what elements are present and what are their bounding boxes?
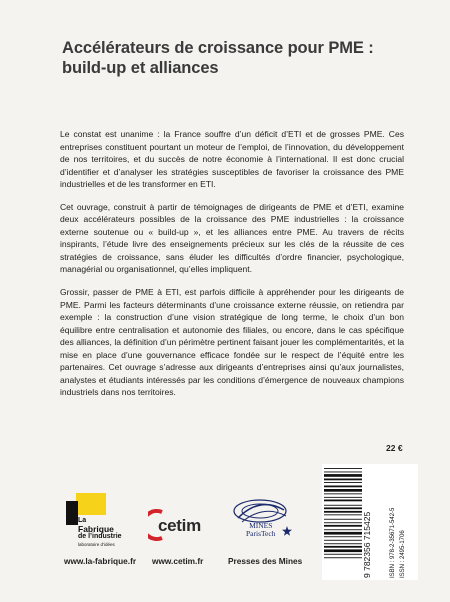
issn-label: ISSN : 2495-1706 (400, 530, 406, 578)
price-label: 22 € (386, 443, 403, 453)
cetim-logo (148, 508, 210, 542)
cetim-wordmark: cetim (158, 516, 201, 535)
mines-paristech-logo (228, 496, 298, 546)
isbn-label: ISBN : 978-2-35671-542-5 (390, 507, 396, 578)
fabrique-wordmark (78, 517, 138, 549)
fabrique-subname: de l’industrie (78, 533, 122, 540)
back-cover-text (60, 128, 404, 409)
paragraph-1: Le constat est unanime : la France souffre d’un déficit d’ETI et de grosses PME. Ces entreprises constituent pourtant un moteur de l’emploi, de l’innovation, du développement de nos territoires, et du succès de notre économie à l’international. Il est donc crucial d’identifier et d’analyser les stratégies susceptibles de favoriser la croissance des PME industrielles et de les transformer en ETI. (60, 129, 404, 190)
mines-wordmark (246, 522, 275, 538)
fabrique-name: Fabrique (78, 524, 114, 534)
la-fabrique-logo (66, 493, 121, 545)
paragraph-3: Grossir, passer de PME à ETI, est parfois difficile à appréhender pour les dirigeants de PME. Parmi les facteurs déterminants d’une croissance externe réussie, on retiendra par exemple : la construction d’une vision stratégique de long terme, le choix d’un bon équilibre entre centralisation et autonomie des filiales, ou encore, dans le cas spécifique des alliances, la définition d’un périmètre pertinent faisant jouer les complémentarités, et la mise en place d’une gouvernance efficace fondée sur le respect de l’équité entre les partenaires. Cet ouvrage s’adresse aux dirigeants d’entreprises ainsi qu’aux journalistes, analystes et étudiants intéressés par les conditions d’émergence de nouveaux champions industriels dans nos territoires. (60, 287, 404, 398)
fabrique-la: La (78, 517, 87, 524)
title-line-1: Accélérateurs de croissance pour PME : (62, 39, 374, 57)
barcode (318, 462, 418, 580)
title-line-2: build-up et alliances (62, 59, 219, 77)
fabrique-yellow-block (76, 493, 106, 515)
cetim-url: www.cetim.fr (152, 556, 204, 566)
book-title (62, 38, 402, 78)
fabrique-black-block (66, 501, 78, 525)
mines-line-2: ParisTech (246, 529, 276, 538)
mines-publisher: Presses des Mines (228, 556, 303, 566)
star-icon (282, 526, 292, 536)
fabrique-tagline: laboratoire d’idées (78, 542, 115, 547)
barcode-digits: 9 782356 715425 (362, 511, 372, 578)
paragraph-2: Cet ouvrage, construit à partir de témoignages de dirigeants de PME et d’ETI, examine deux accélérateurs possibles de la croissance des PME industrielles : la croissance externe soutenue ou « build-up », et les alliances entre PME. Au travers de récits inspirants, l’étude livre des enseignements précieux sur les clés de la réussite de ces stratégies de croissance, sans éluder les difficultés d’ordre financier, psychologique, managérial ou organisationnel, qu’elles impliquent. (60, 201, 404, 275)
mines-line-1: MINES (249, 521, 273, 530)
fabrique-url: www.la-fabrique.fr (64, 556, 137, 566)
